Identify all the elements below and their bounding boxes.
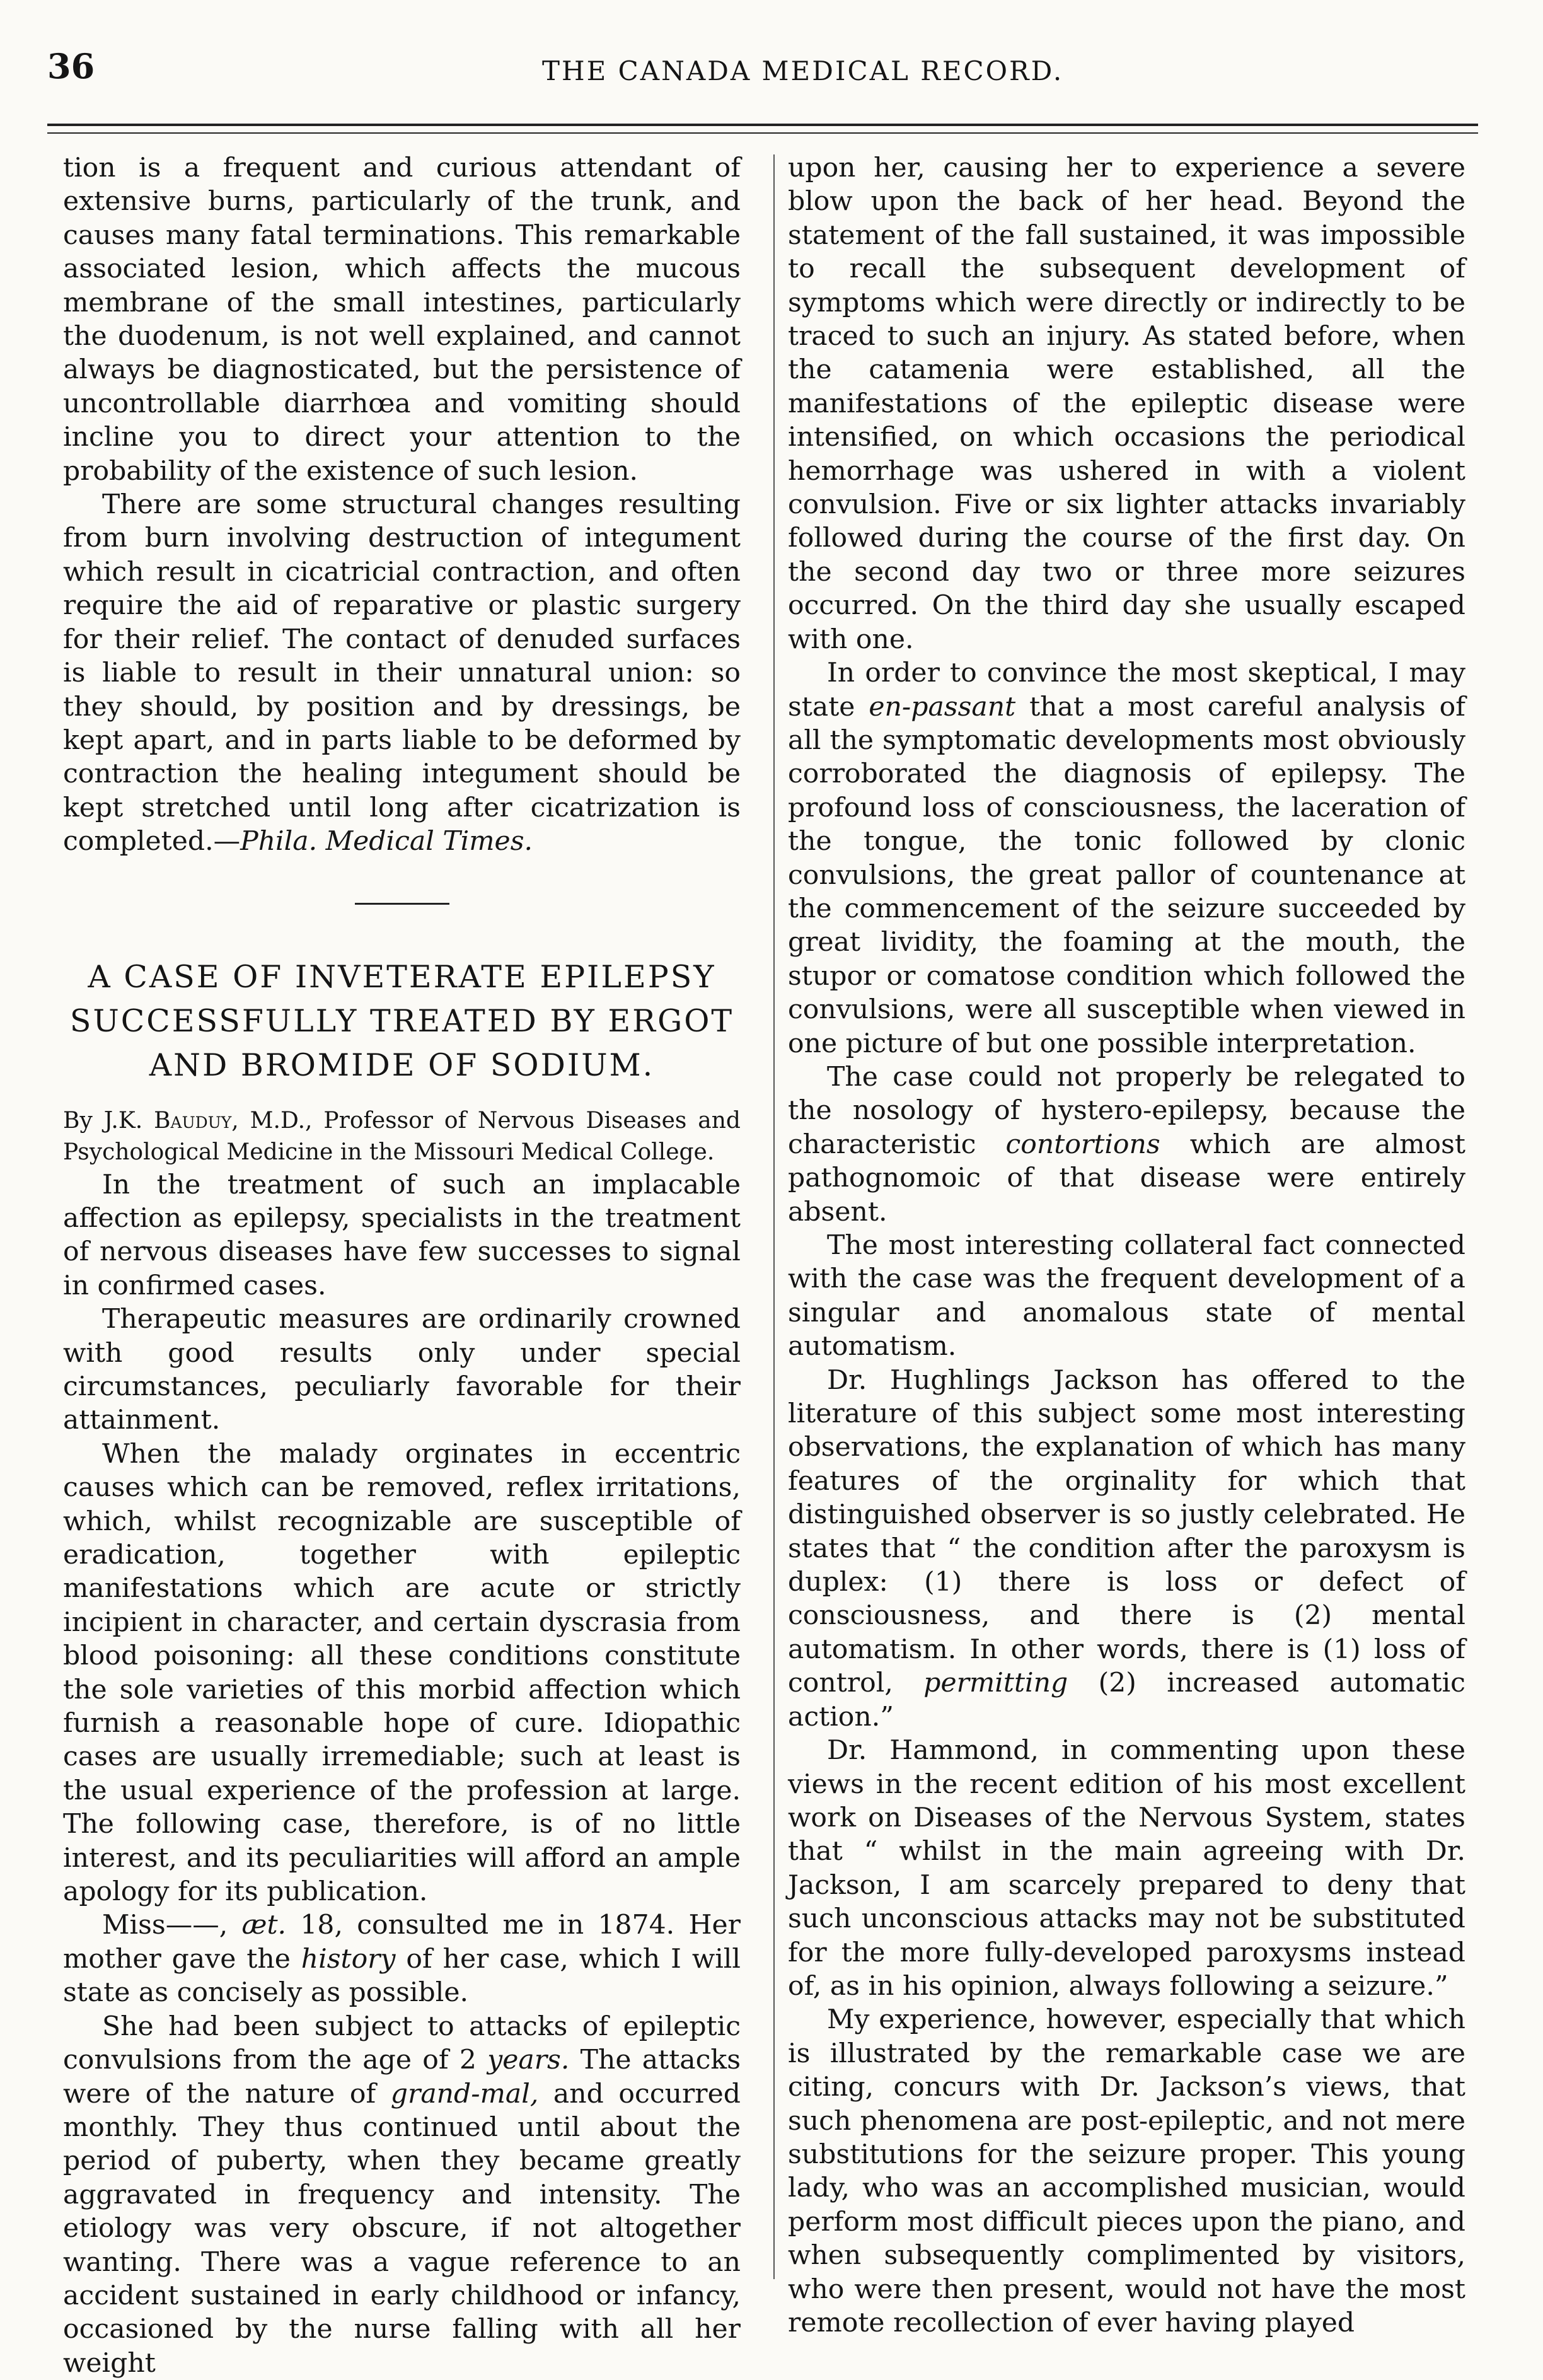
text-run: 18, consulted me in 1874. Her mother gave the [63,1910,741,1975]
paragraph [788,1060,1465,1229]
italic-run: ӕt. [241,1910,287,1941]
text-run: The attacks were of the nature of [63,2045,741,2110]
italic-run: grand-mal, [390,2078,539,2110]
section-separator [355,903,449,905]
paragraph-text: There are some structural changes resulting from burn involving destruction of integument which result in cicatricial contraction, and often require the aid of reparative or plastic surgery for their relief. The contact of denuded surfaces is liable to result in their unnatural union: so they should, by position and by dressings, be kept apart, and in parts liable to be deformed by contraction the healing integument should be kept stretched until long after cicatrization is completed.— [63,489,741,857]
paragraph [63,2010,741,2380]
byline-prefix: By J.K. [63,1107,154,1134]
paragraph [63,488,741,858]
header-rule-thin [47,132,1478,134]
text-run: of her case, which I will state as concisely as possible. [63,1943,741,2009]
italic-run: history [301,1943,396,1975]
text-run: She had been subject to attacks of epileptic convulsions from the age of 2 [63,2011,741,2076]
italic-run: contortions [1005,1129,1160,1160]
text-run: (2) increased automatic action.” [788,1668,1465,1733]
text-run: which are almost pathognomoic of that disease were entirely absent. [788,1129,1466,1228]
source-citation: Phila. Medical Times. [240,826,533,857]
paragraph [63,1908,741,2009]
text-run: In order to convince the most skeptical, I may state [788,658,1465,723]
byline-affiliation: , M.D., Professor of Nervous Diseases and Psychological Medicine in the Missouri Medical College. [63,1107,741,1165]
running-head: THE CANADA MEDICAL RECORD. [542,55,1064,86]
author-name: Bauduy [154,1107,232,1134]
paragraph: In the treatment of such an implacable affection as epilepsy, specialists in the treatment of nervous diseases have few successes to signal in confirmed cases. [63,1169,741,1301]
paragraph: The most interesting collateral fact connected with the case was the frequent development of a singular and anomalous state of mental automatism. [788,1230,1465,1362]
text-run: and occurred monthly. They thus continued until about the period of puberty, when they became greatly aggravated in frequency and intensity. The etiology was very obscure, if not altogether wanting. There was a vague reference to an accident sustained in early childhood or infancy, occasioned by the nurse falling with all her weight [63,2078,741,2379]
text-run: Dr. Hughlings Jackson has offered to the literature of this subject some most interesting observations, the explanation of which has many features of the orginality for which that distinguished observer is so justly celebrated. He states that “ the condition after the paroxysm is duplex: (1) there is loss or defect of consciousness, and there is (2) mental automatism. In other words, there is (1) loss of control, [788,1364,1465,1699]
text-run: The case could not properly be relegated to the nosology of hystero-epilepsy, because the characteristic [788,1061,1465,1160]
paragraph: upon her, causing her to experience a severe blow upon the back of her head. Beyond the statement of the fall sustained, it was impossible to recall the subsequent development of symptoms which were directly or indirectly to be traced to such an injury. As stated before, when the catamenia were established, all the manifestations of the epileptic disease were intensified, on which occasions the periodical hemorrhage was ushered in with a violent convulsion. Five or six lighter attacks invariably followed during the course of the first day. On the second day two or three more seizures occurred. On the third day she usually escaped with one. [788,153,1465,655]
paragraph: tion is a frequent and curious attendant of extensive burns, particularly of the trunk, and causes many fatal terminations. This remarkable associated lesion, which affects the mucous membrane of the small intestines, particularly the duodenum, is not well explained, and cannot always be diagnosticated, but the persistence of uncontrollable diarrhœa and vomiting should incline you to direct your attention to the probability of the existence of such lesion. [63,153,741,487]
byline [63,1105,741,1168]
paragraph: When the malady orginates in eccentric causes which can be removed, reflex irritations, which, whilst recognizable are susceptible of eradication, together with epileptic manifestations which are acute or strictly incipient in character, and certain dyscrasia from blood poisoning: all these conditions constitute the sole varieties of this morbid affection which furnish a reasonable hope of cure. Idiopathic cases are usually irremediable; such at least is the usual experience of the profession at large. The following case, therefore, is of no little interest, and its peculiarities will afford an ample apology for its publication. [63,1438,741,1908]
paragraph: My experience, however, especially that which is illustrated by the remarkable case we are citing, concurs with Dr. Jackson’s views, that such phenomena are post-epileptic, and not mere substitutions for the seizure proper. This young lady, who was an accomplished musician, would perform most difficult pieces upon the piano, and when subsequently complimented by visitors, who were then present, would not have the most remote recollection of ever having played [788,2004,1465,2338]
italic-run: en-passant [869,691,1016,723]
text-run: Miss——, [102,1910,242,1941]
header-rule-thick [47,124,1478,126]
paragraph: Dr. Hammond, in commenting upon these views in the recent edition of his most excellent work on Diseases of the Nervous System, states that “ whilst in the main agreeing with Dr. Jackson, I am scarcely prepared to deny that such unconscious attacks may not be substituted for the more fully-developed paroxysms instead of, as in his opinion, always following a seizure.” [788,1735,1465,2002]
italic-run: years. [487,2045,570,2076]
right-column [788,151,1465,2340]
left-column [63,151,741,2380]
column-divider [773,154,775,2279]
paragraph [788,656,1465,1060]
paragraph [788,1364,1465,1734]
page-number: 36 [47,46,95,86]
italic-run: permitting [923,1668,1068,1699]
text-run: that a most careful analysis of all the symptomatic developments most obviously corroborated the diagnosis of epilepsy. The profound loss of consciousness, the laceration of the tongue, the tonic followed by clonic convulsions, the great pallor of countenance at the commencement of the seizure succeeded by great lividity, the foaming at the mouth, the stupor or comatose condition which followed the convulsions, were all susceptible when viewed in one picture of but one possible interpretation. [788,691,1466,1059]
article-title: A CASE OF INVETERATE EPILEPSY SUCCESSFULLY TREATED BY ERGOT AND BROMIDE OF SODIUM. [69,958,734,1083]
paragraph: Therapeutic measures are ordinarily crowned with good results only under special circumstances, peculiarly favorable for their attainment. [63,1304,741,1436]
